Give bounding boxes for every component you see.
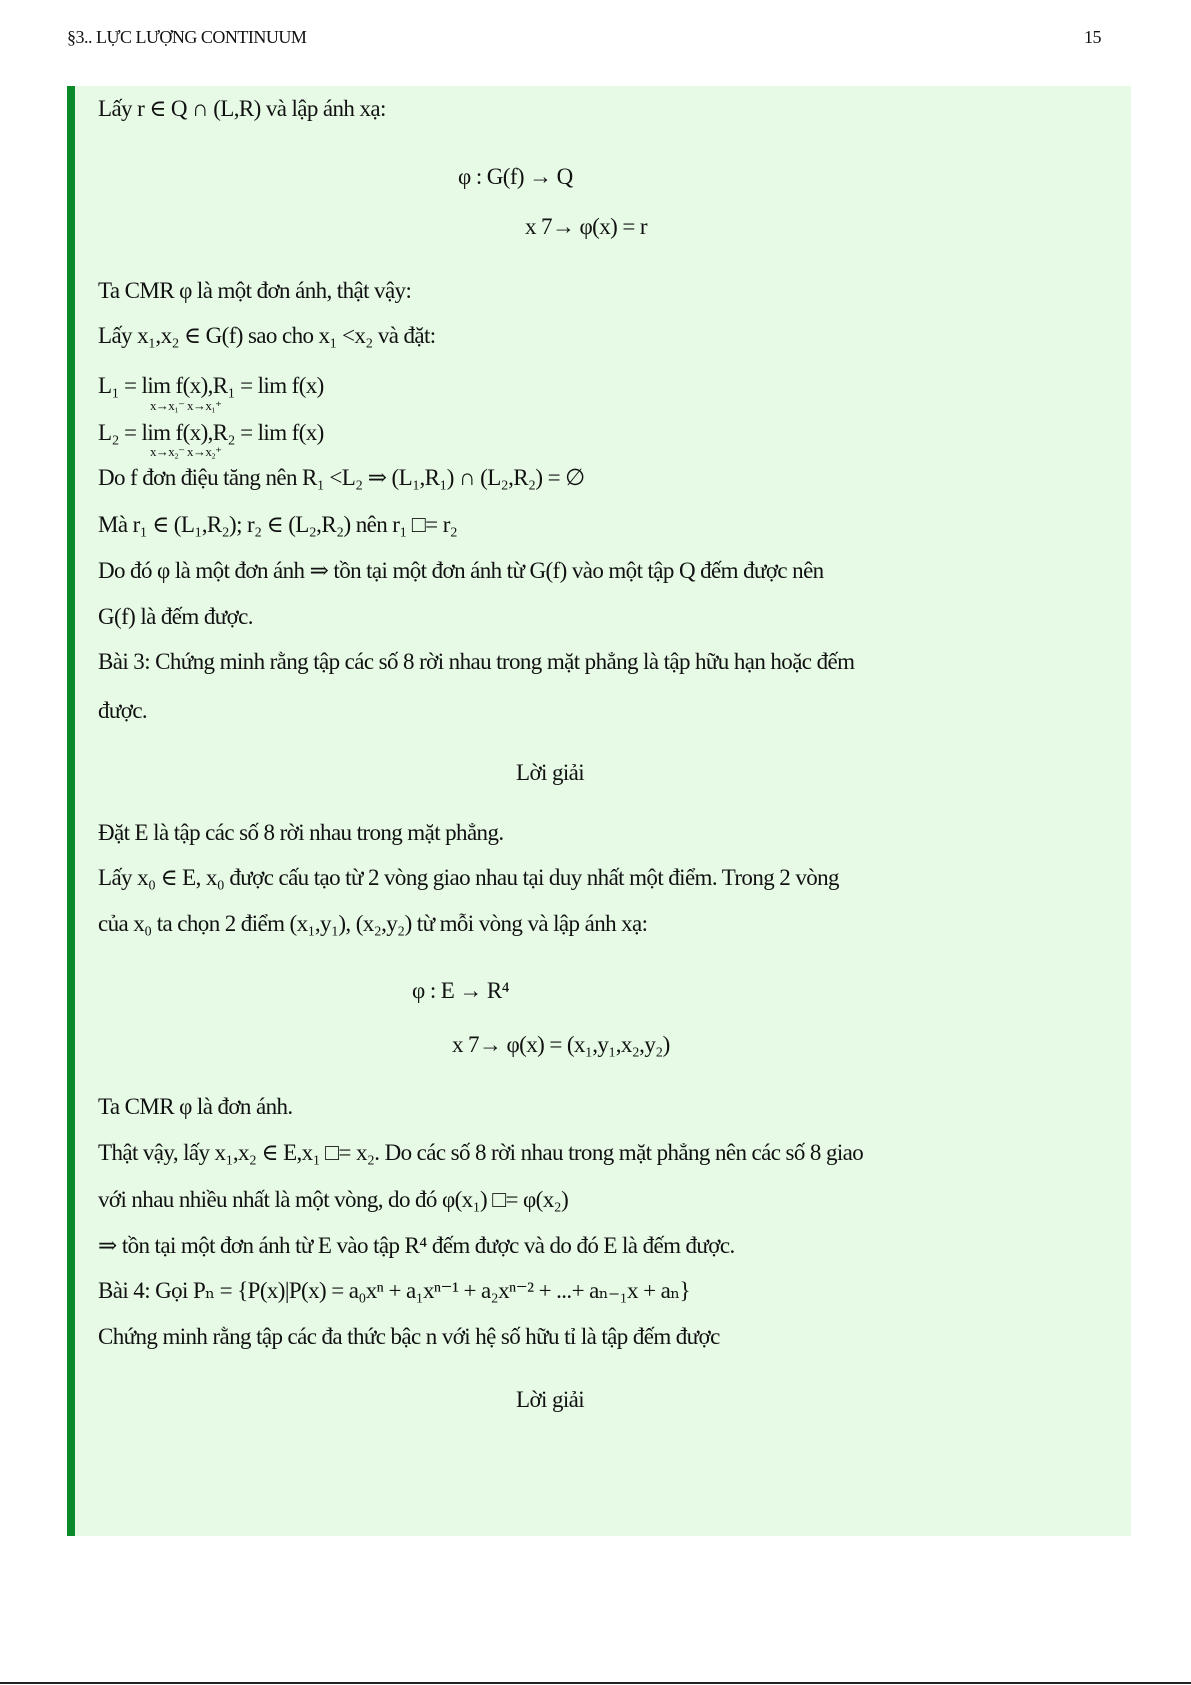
text-line: với nhau nhiều nhất là một vòng, do đó φ(x₁) □= φ(x₂) — [98, 1187, 569, 1212]
text-line: G(f) là đếm được. — [98, 604, 253, 629]
math-map-line-2: x 7→ φ(x) = r — [525, 214, 647, 239]
text-line: Ta CMR φ là đơn ánh. — [98, 1094, 293, 1119]
text-line: của x₀ ta chọn 2 điểm (x₁,y₁), (x₂,y₂) từ mỗi vòng và lập ánh xạ: — [98, 911, 648, 936]
equation-l2-r2: L₂ = lim f(x),R₂ = lim f(x) — [98, 420, 324, 445]
text-line: Thật vậy, lấy x₁,x₂ ∈ E,x₁ □= x₂. Do các số 8 rời nhau trong mặt phẳng nên các số 8 giao — [98, 1140, 864, 1165]
text-line: Lấy r ∈ Q ∩ (L,R) và lập ánh xạ: — [98, 96, 386, 121]
text-line: Mà r₁ ∈ (L₁,R₂); r₂ ∈ (L₂,R₂) nên r₁ □= r₂ — [98, 512, 458, 537]
page-bottom-rule — [0, 1682, 1191, 1684]
text-line: Ta CMR φ là một đơn ánh, thật vậy: — [98, 278, 412, 303]
math-map-line-1: φ : E → R⁴ — [412, 978, 510, 1003]
text-line: Chứng minh rằng tập các đa thức bậc n với hệ số hữu tỉ là tập đếm được — [98, 1324, 720, 1349]
text-line: ⇒ tồn tại một đơn ánh từ E vào tập R⁴ đếm được và do đó E là đếm được. — [98, 1233, 735, 1258]
equation-limit-subscript: x→x₁⁻ x→x₁⁺ — [150, 398, 222, 413]
math-map-line-2: x 7→ φ(x) = (x₁,y₁,x₂,y₂) — [452, 1032, 670, 1057]
equation-l1-r1: L₁ = lim f(x),R₁ = lim f(x) — [98, 373, 324, 398]
text-line: Lấy x₀ ∈ E, x₀ được cấu tạo từ 2 vòng giao nhau tại duy nhất một điểm. Trong 2 vòng — [98, 865, 839, 890]
text-line: Lấy x₁,x₂ ∈ G(f) sao cho x₁ <x₂ và đặt: — [98, 323, 436, 348]
exercise-4-title: Bài 4: Gọi Pₙ = {P(x)|P(x) = a₀xⁿ + a₁xⁿ⁻¹ + a₂xⁿ⁻² + ...+ aₙ₋₁x + aₙ} — [98, 1278, 690, 1303]
text-line: Đặt E là tập các số 8 rời nhau trong mặt phẳng. — [98, 820, 504, 845]
solution-heading: Lời giải — [516, 1387, 585, 1412]
page-number: 15 — [1084, 27, 1101, 47]
text-line: Do f đơn điệu tăng nên R₁ <L₂ ⇒ (L₁,R₁) ∩ (L₂,R₂) = ∅ — [98, 465, 585, 490]
equation-limit-subscript: x→x₂⁻ x→x₂⁺ — [150, 444, 222, 459]
page-header — [67, 27, 1101, 53]
exercise-3-title: Bài 3: Chứng minh rằng tập các số 8 rời nhau trong mặt phẳng là tập hữu hạn hoặc đếm — [98, 649, 855, 674]
section-title: §3.. LỰC LƯỢNG CONTINUUM — [67, 27, 307, 47]
text-line: được. — [98, 698, 148, 723]
text-line: Do đó φ là một đơn ánh ⇒ tồn tại một đơn ánh từ G(f) vào một tập Q đếm được nên — [98, 558, 824, 583]
math-map-line-1: φ : G(f) → Q — [458, 164, 573, 189]
solution-heading: Lời giải — [516, 760, 585, 785]
